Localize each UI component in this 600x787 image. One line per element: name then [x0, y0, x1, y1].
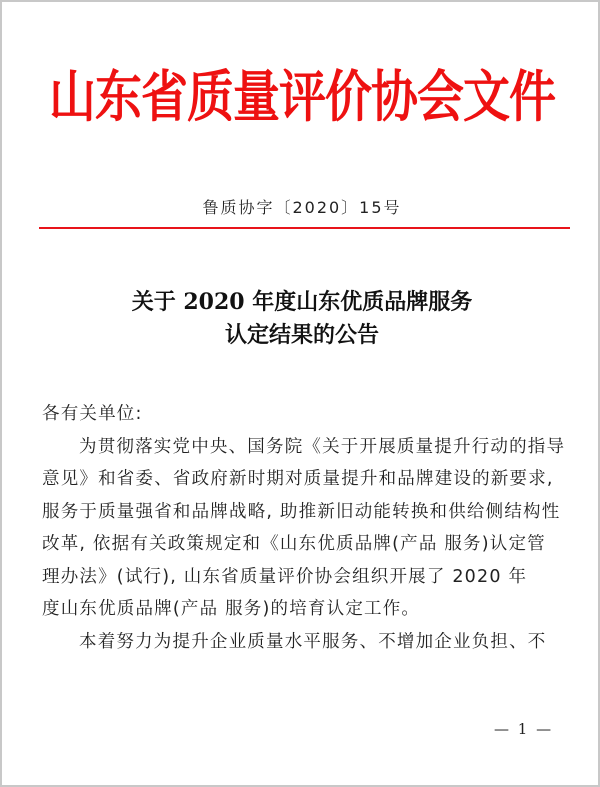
page-number: — 1 —	[494, 720, 554, 738]
salutation: 各有关单位:	[42, 404, 143, 424]
body-line: 度山东优质品牌(产品 服务)的培育认定工作。	[42, 599, 421, 619]
body-line: 意见》和省委、省政府新时期对质量提升和品牌建设的新要求,	[42, 469, 554, 489]
body-text	[42, 398, 567, 658]
title-line-1: 关于 2020 年度山东优质品牌服务	[131, 289, 473, 315]
red-separator-rule	[39, 227, 570, 229]
body-line: 服务于质量强省和品牌战略, 助推新旧动能转换和供给侧结构性	[42, 501, 561, 522]
announcement-title	[2, 286, 600, 352]
body-line: 本着努力为提升企业质量水平服务、不增加企业负担、不	[79, 631, 547, 652]
body-line: 为贯彻落实党中央、国务院《关于开展质量提升行动的指导	[79, 436, 566, 457]
body-line: 改革, 依据有关政策规定和《山东优质品牌(产品 服务)认定管	[42, 534, 546, 554]
document-number: 鲁质协字〔2020〕15号	[202, 198, 402, 217]
body-line: 理办法》(试行), 山东省质量评价协会组织开展了 2020 年	[42, 566, 528, 587]
title-line-2: 认定结果的公告	[224, 322, 379, 348]
masthead-title: 山东省质量评价协会文件	[49, 65, 555, 131]
